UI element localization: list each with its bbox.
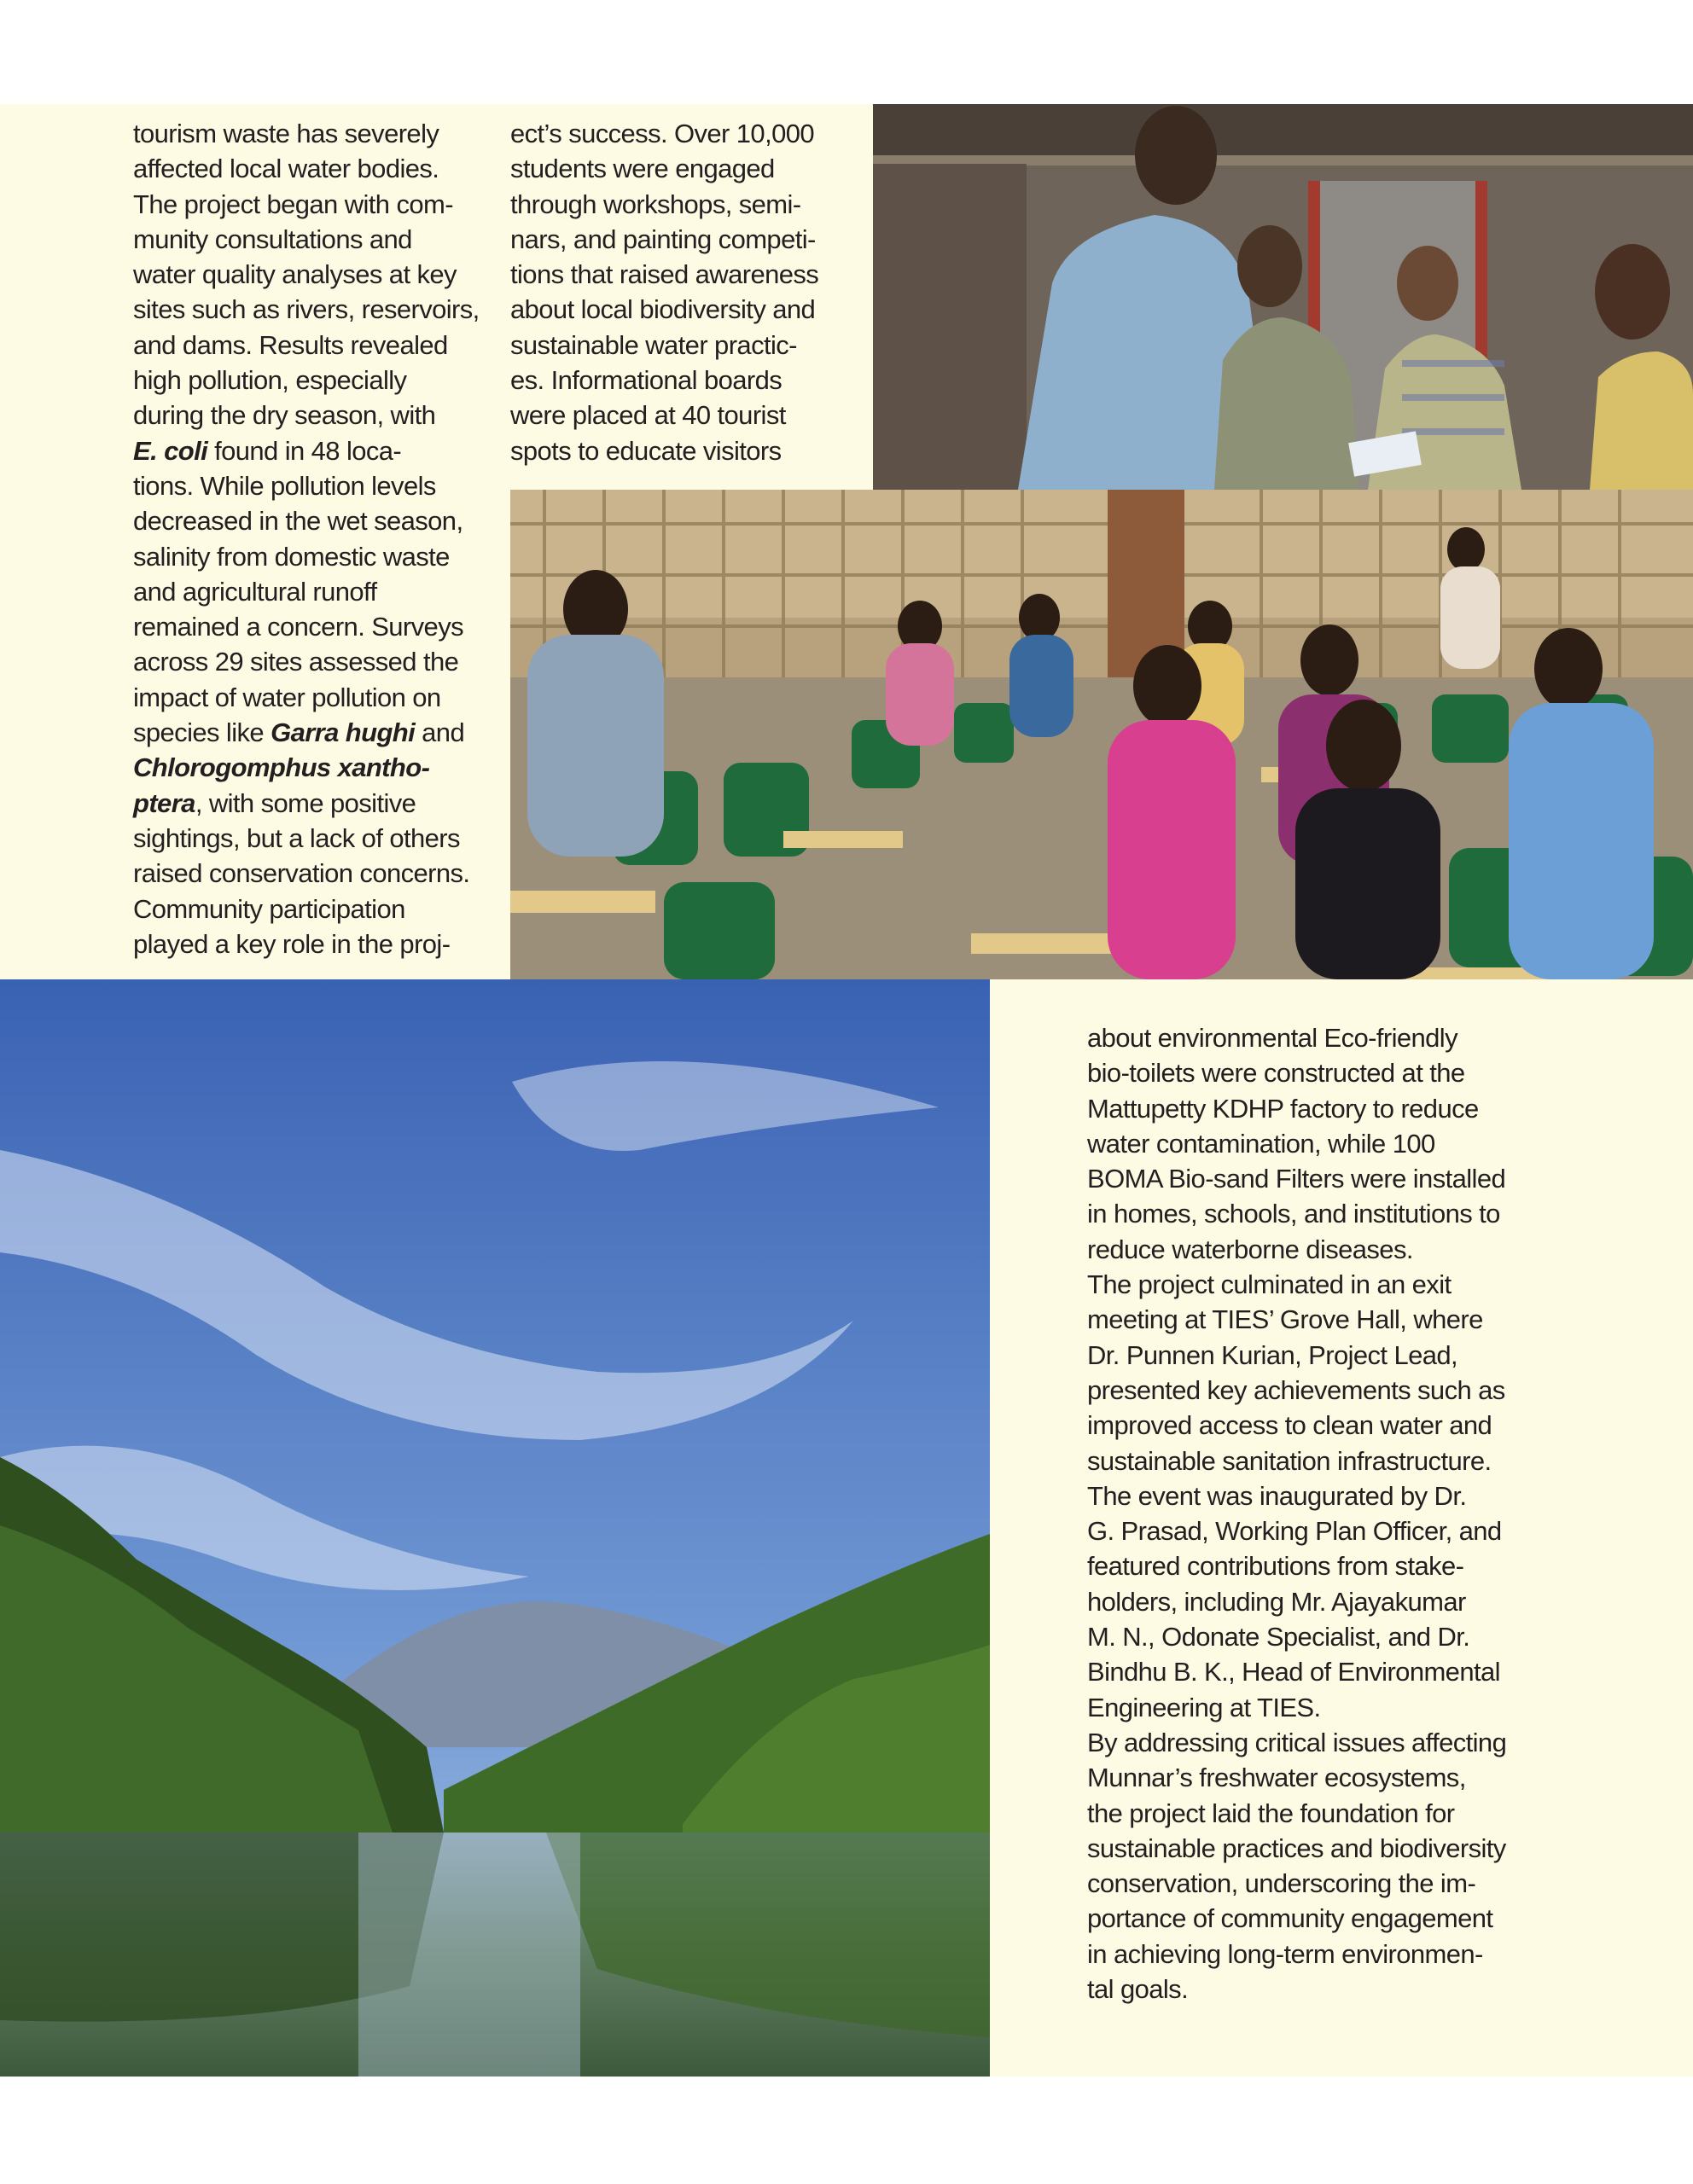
column1-line [133,750,449,785]
column2-line: sustainable water practic- [510,329,797,360]
column2-line: about local biodiversity and [510,294,816,325]
column3-line: Bindhu B. K., Head of Environmental [1087,1657,1500,1687]
column1-line: played a key role in the proj- [133,928,451,959]
column2-line: were placed at 40 tourist [510,400,786,431]
column3-line: about environmental Eco-friendly [1087,1023,1457,1053]
column1-line: Community participation [133,893,405,924]
column3-line: The project culminated in an exit [1087,1269,1452,1300]
column1-line: during the dry season, with [133,400,436,431]
column1-line: tourism waste has severely [133,119,439,148]
column3-line: reduce waterborne diseases. [1087,1234,1413,1264]
column1-line: water quality analyses at key [133,259,457,290]
column2-line: es. Informational boards [510,365,783,396]
column3-line: By addressing critical issues affecting [1087,1727,1507,1757]
column1-line: remained a concern. Surveys [133,612,463,642]
column1-line: decreased in the wet season, [133,506,463,537]
species-name: Garra hughi [271,717,416,748]
column3-line: Engineering at TIES. [1087,1692,1321,1722]
column2-line: tions that raised awareness [510,259,819,290]
column1-line: sightings, but a lack of others [133,822,460,853]
column3-line: Dr. Punnen Kurian, Project Lead, [1087,1339,1458,1370]
column1-line: The project began with com- [133,189,453,219]
column1-line: salinity from domestic waste [133,541,450,572]
column3-line: conservation, underscoring the im- [1087,1868,1476,1899]
column3-line: G. Prasad, Working Plan Officer, and [1087,1516,1502,1547]
photo-classroom-workshop [510,490,1693,979]
column1-line: tions. While pollution levels [133,470,436,501]
column1-line: and agricultural runoff [133,576,377,607]
column1-line: species like Garra hughi and [133,717,465,748]
column1-line: E. coli found in 48 loca- [133,435,402,466]
column2-line: nars, and painting competi- [510,224,816,254]
column1-line: munity consultations and [133,224,412,254]
photo-river-landscape [0,979,990,2077]
column1-line: raised conservation concerns. [133,858,470,889]
column3-line: Mattupetty KDHP factory to reduce [1087,1093,1479,1124]
article-column-1 [133,116,480,961]
column3-line: in achieving long-term environmen- [1087,1938,1483,1969]
column2-line: through workshops, semi- [510,189,801,219]
column1-line: impact of water pollution on [133,682,441,712]
column3-line: holders, including Mr. Ajayakumar [1087,1586,1466,1617]
column3-line: sustainable sanitation infrastructure. [1087,1445,1492,1476]
photo-field-inspection [873,104,1693,490]
column3-line: portance of community engagement [1087,1903,1493,1934]
species-name: ptera [133,787,195,818]
column2-line: students were engaged [510,154,775,184]
column3-line: water contamination, while 100 [1087,1128,1435,1159]
column3-line: presented key achievements such as [1087,1374,1505,1405]
column3-line: sustainable practices and biodiversity [1087,1833,1506,1863]
column2-line: ect’s success. Over 10,000 [510,119,815,148]
column3-line: in homes, schools, and institutions to [1087,1199,1500,1229]
column1-line: and dams. Results revealed [133,329,448,360]
species-name: Chlorogomphus xantho- [133,752,430,783]
column3-line: improved access to clean water and [1087,1410,1492,1441]
column1-line: sites such as rivers, reservoirs, [133,294,480,325]
column1-line: affected local water bodies. [133,154,439,184]
column3-line: meeting at TIES’ Grove Hall, where [1087,1304,1483,1335]
column1-line: high pollution, especially [133,365,407,396]
species-name: E. coli [133,435,208,466]
column2-line: spots to educate visitors [510,435,782,466]
column3-line: M. N., Odonate Specialist, and Dr. [1087,1622,1470,1653]
article-column-2 [510,116,852,468]
column3-line: featured contributions from stake- [1087,1551,1464,1582]
column3-line: Munnar’s freshwater ecosystems, [1087,1763,1466,1793]
column3-line: tal goals. [1087,1974,1189,2005]
article-column-3 [1087,1020,1531,2007]
column3-line: The event was inaugurated by Dr. [1087,1480,1467,1511]
column3-line: BOMA Bio-sand Filters were installed [1087,1164,1506,1194]
column3-line: bio-toilets were constructed at the [1087,1058,1465,1089]
column1-line: ptera, with some positive [133,787,416,818]
column3-line: the project laid the foundation for [1087,1798,1455,1828]
column1-line: across 29 sites assessed the [133,647,459,677]
